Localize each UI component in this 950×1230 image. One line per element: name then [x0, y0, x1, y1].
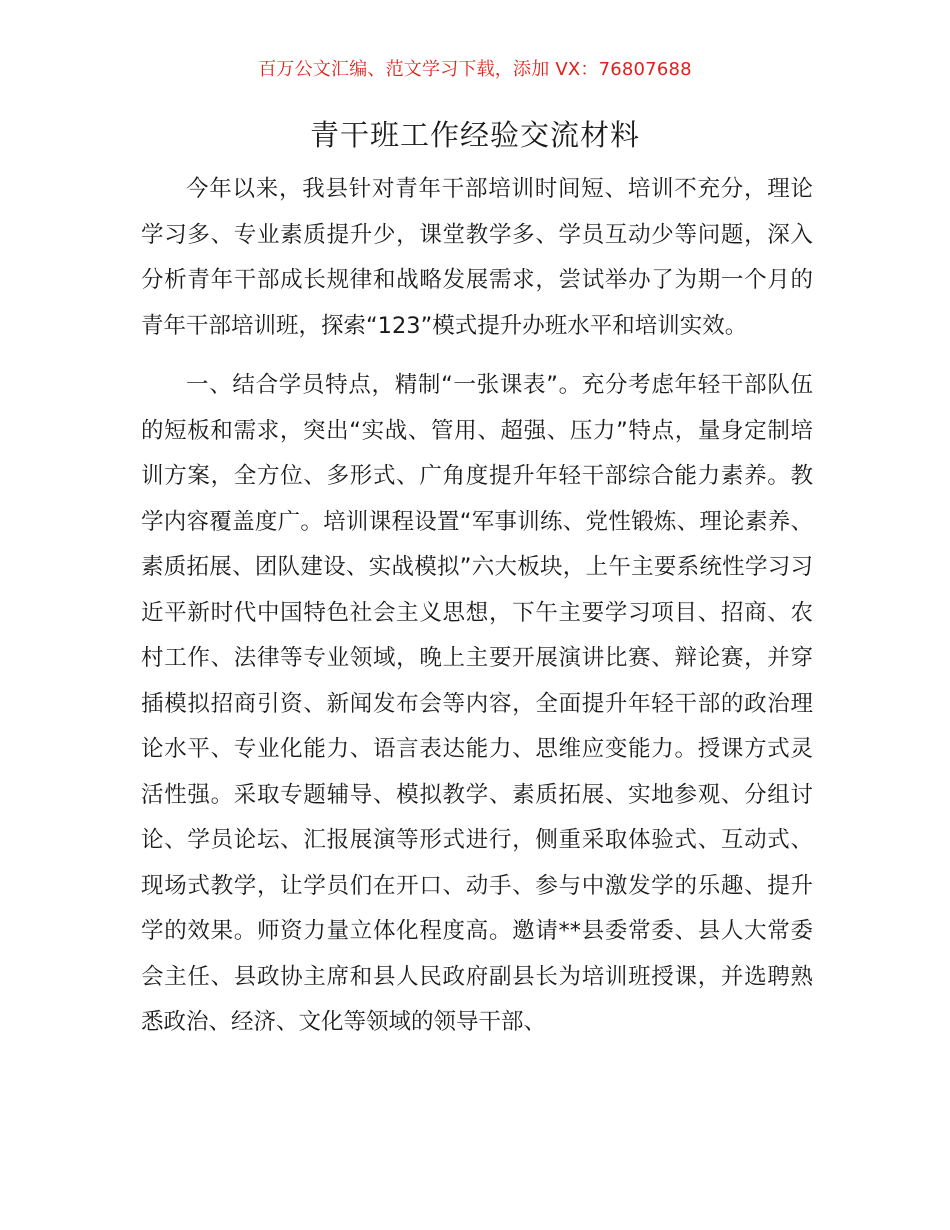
page-title: 青干班工作经验交流材料 [309, 118, 640, 152]
header-banner: 百万公文汇编、范文学习下载，添加 VX：76807688 [258, 59, 692, 80]
document-body [141, 167, 813, 1046]
paragraph-intro: 今年以来，我县针对青年干部培训时间短、培训不充分，理论学习多、专业素质提升少，课堂教学多、学员互动少等问题，深入分析青年干部成长规律和战略发展需求，尝试举办了为期一个月的青年干部培训班，探索“123”模式提升办班水平和培训实效。 [141, 176, 813, 339]
paragraph-section-one: 一、结合学员特点，精制“一张课表”。充分考虑年轻干部队伍的短板和需求，突出“实战、管用、超强、压力”特点，量身定制培训方案，全方位、多形式、广角度提升年轻干部综合能力素养。教学内容覆盖度广。培训课程设置“军事训练、党性锻炼、理论素养、素质拓展、团队建设、实战模拟”六大板块，上午主要系统性学习习近平新时代中国特色社会主义思想，下午主要学习项目、招商、农村工作、法律等专业领域，晚上主要开展演讲比赛、辩论赛，并穿插模拟招商引资、新闻发布会等内容，全面提升年轻干部的政治理论水平、专业化能力、语言表达能力、思维应变能力。授课方式灵活性强。采取专题辅导、模拟教学、素质拓展、实地参观、分组讨论、学员论坛、汇报展演等形式进行，侧重采取体验式、互动式、现场式教学，让学员们在开口、动手、参与中激发学的乐趣、提升学的效果。师资力量立体化程度高。邀请**县委常委、县人大常委会主任、县政协主席和县人民政府副县长为培训班授课，并选聘熟悉政治、经济、文化等领域的领导干部、 [141, 372, 813, 1035]
